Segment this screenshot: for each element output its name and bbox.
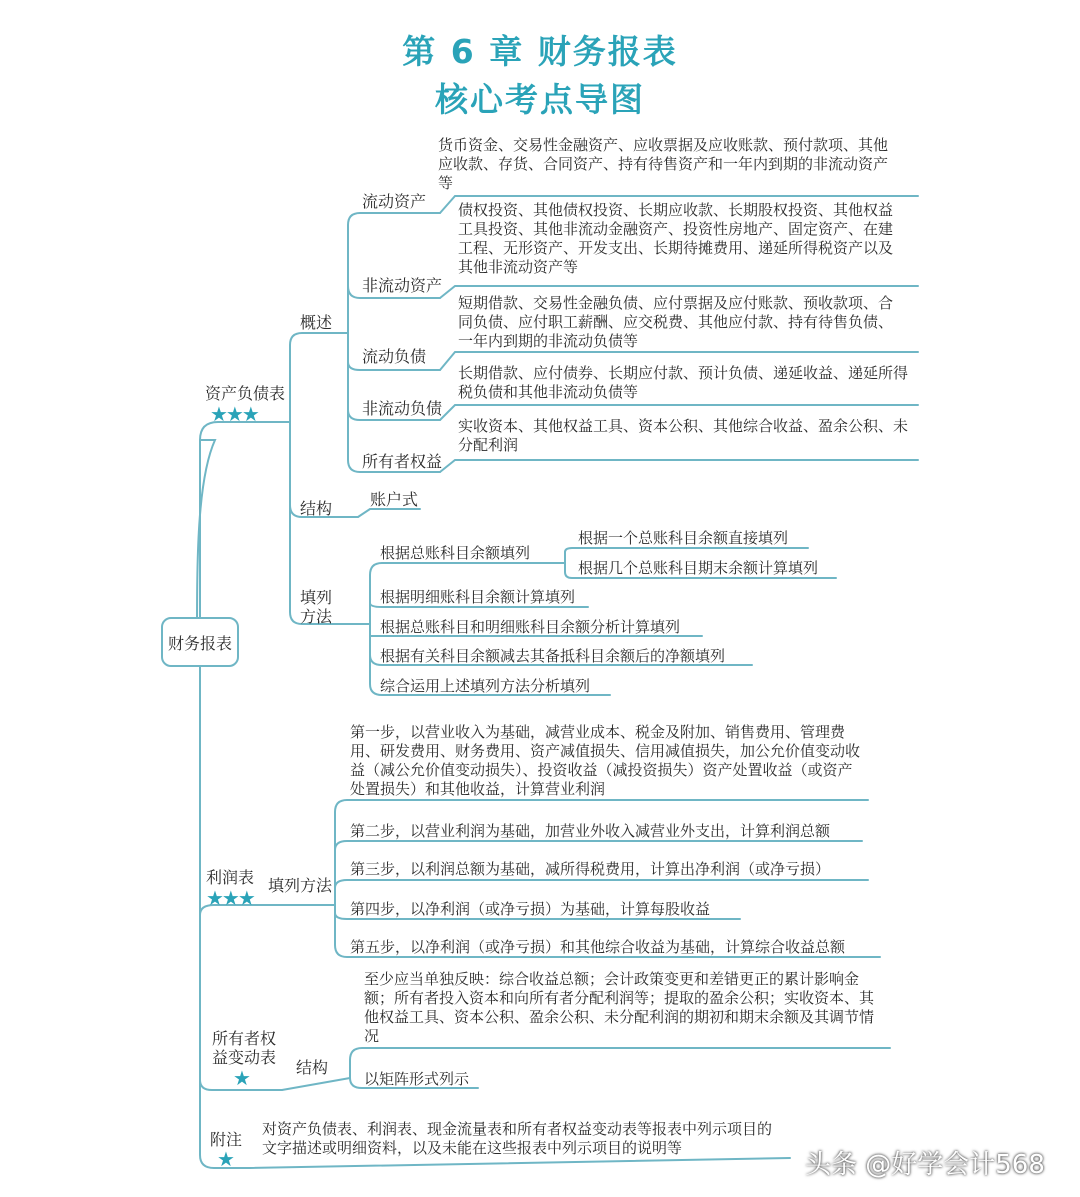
current-assets-text: 货币资金、交易性金融资产、应收票据及应收账款、预付款项、其他应收款、存货、合同资产、持有待售资产和一年内到期的非流动资产等: [438, 136, 889, 192]
owners-equity-label: 所有者权益: [362, 452, 443, 471]
current-assets-label: 流动资产: [362, 192, 427, 211]
root-node: 财务报表: [161, 617, 239, 667]
equity-statement-label-2: 益变动表: [212, 1048, 277, 1067]
notes-label: 附注: [210, 1130, 243, 1149]
overview-label: 概述: [300, 313, 333, 332]
income-fill-method-label: 填列方法: [268, 876, 333, 895]
chapter-subtitle: 核心考点导图: [435, 80, 645, 119]
noncurrent-liabilities-label: 非流动负债: [362, 399, 443, 418]
income-step-1: 第一步，以营业收入为基础，减营业成本、税金及附加、销售费用、管理费用、研发费用、财务费用、资产减值损失、信用减值损失，加公允价值变动收益（减公允价值变动损失）、投资收益（减投资损失）资产处置收益（或资产处置损失）和其他收益，计算营业利润: [350, 723, 861, 798]
equity-statement-stars: ★: [233, 1066, 249, 1090]
income-statement-label: 利润表: [206, 868, 255, 887]
structure-value: 账户式: [370, 490, 419, 509]
current-liabilities-label: 流动负债: [362, 347, 427, 366]
income-step-5: 第五步，以净利润（或净亏损）和其他综合收益为基础，计算综合收益总额: [350, 938, 846, 956]
balance-sheet-stars: ★★★: [210, 402, 258, 426]
current-liabilities-text: 短期借款、交易性金融负债、应付票据及应付账款、预收款项、合同负债、应付职工薪酬、应交税费、其他应付款、持有待售负债、一年内到期的非流动负债等: [458, 294, 894, 350]
watermark: 头条 @好学会计568: [805, 1150, 1045, 1180]
fill-method-4: 根据有关科目余额减去其备抵科目余额后的净额填列: [380, 647, 726, 665]
fill-method-label-2: 方法: [300, 607, 333, 626]
noncurrent-assets-label: 非流动资产: [362, 276, 443, 295]
income-step-3: 第三步，以利润总额为基础，减所得税费用，计算出净利润（或净亏损）: [350, 860, 831, 878]
noncurrent-liabilities-text: 长期借款、应付债券、长期应付款、预计负债、递延收益、递延所得税负债和其他非流动负债等: [458, 364, 909, 401]
fill-method-3: 根据总账科目和明细账科目余额分析计算填列: [380, 618, 681, 636]
notes-text: 对资产负债表、利润表、现金流量表和所有者权益变动表等报表中列示项目的文字描述或明细资料，以及未能在这些报表中列示项目的说明等: [262, 1120, 773, 1157]
equity-statement-label-1: 所有者权: [212, 1029, 277, 1048]
fill-method-1a: 根据一个总账科目余额直接填列: [578, 529, 789, 547]
fill-method-2: 根据明细账科目余额计算填列: [380, 588, 576, 606]
fill-method-5: 综合运用上述填列方法分析填列: [380, 677, 591, 695]
equity-item-2: 以矩阵形式列示: [364, 1070, 470, 1088]
fill-method-label-1: 填列: [300, 588, 333, 607]
equity-structure-label: 结构: [296, 1058, 329, 1077]
equity-item-1: 至少应当单独反映：综合收益总额；会计政策变更和差错更正的累计影响金额；所有者投入资本和向所有者分配利润等；提取的盈余公积；实收资本、其他权益工具、资本公积、盈余公积、未分配利润的期初和期末余额及其调节情况: [364, 970, 875, 1045]
balance-sheet-label: 资产负债表: [205, 384, 286, 403]
notes-stars: ★: [217, 1147, 233, 1171]
income-step-4: 第四步，以净利润（或净亏损）为基础，计算每股收益: [350, 900, 711, 918]
fill-method-1b: 根据几个总账科目期末余额计算填列: [578, 559, 819, 577]
income-step-2: 第二步，以营业利润为基础，加营业外收入减营业外支出，计算利润总额: [350, 822, 831, 840]
income-statement-stars: ★★★: [206, 886, 254, 910]
chapter-title: 第 6 章 财务报表: [402, 32, 678, 71]
structure-label: 结构: [300, 499, 333, 518]
owners-equity-text: 实收资本、其他权益工具、资本公积、其他综合收益、盈余公积、未分配利润: [458, 417, 909, 454]
fill-method-1: 根据总账科目余额填列: [380, 544, 531, 562]
noncurrent-assets-text: 债权投资、其他债权投资、长期应收款、长期股权投资、其他权益工具投资、其他非流动金融资产、投资性房地产、固定资产、在建工程、无形资产、开发支出、长期待摊费用、递延所得税资产以及其他非流动资产等: [458, 201, 894, 276]
